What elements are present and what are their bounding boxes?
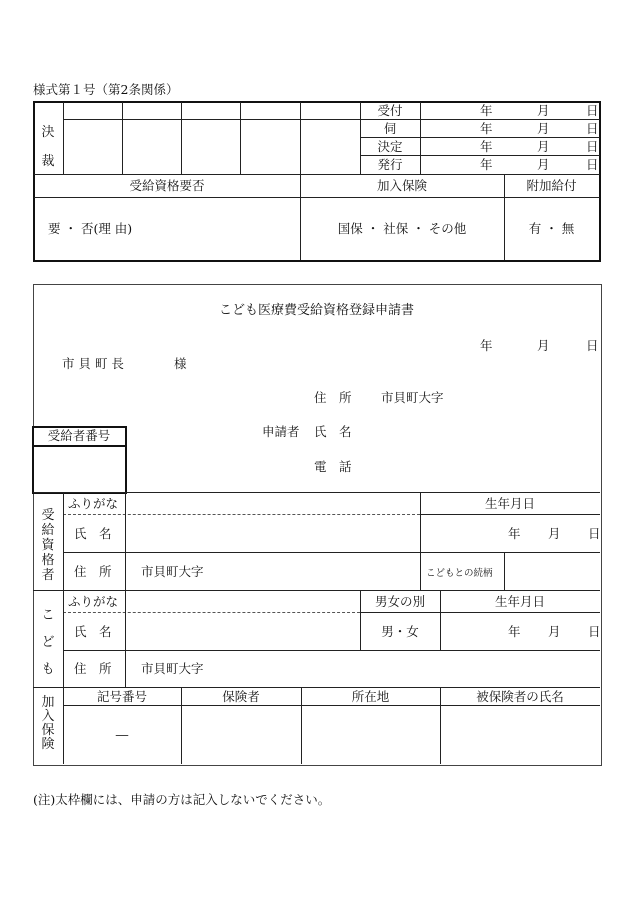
child-sex-value[interactable]: 男・女 bbox=[381, 624, 419, 639]
decision-year: 年 bbox=[480, 139, 493, 154]
applicant-name-label: 氏 名 bbox=[314, 424, 352, 439]
inquiry-year: 年 bbox=[480, 121, 493, 136]
qualified-birth-month: 月 bbox=[548, 526, 561, 541]
approval-label: 決裁 bbox=[41, 125, 55, 169]
received-day: 日 bbox=[586, 103, 599, 118]
issued-month: 月 bbox=[537, 157, 550, 172]
applicant-address-value[interactable]: 市貝町大字 bbox=[381, 390, 444, 405]
addressee: 市 貝 町 長 bbox=[62, 356, 124, 371]
insurance-type-header: 加入保険 bbox=[376, 178, 427, 193]
decision-day: 日 bbox=[586, 139, 599, 154]
recipient-number-label: 受給者番号 bbox=[47, 428, 111, 443]
qualified-name-label: 氏 名 bbox=[74, 526, 112, 541]
footnote: (注)太枠欄には、申請の方は記入しないでください。 bbox=[33, 792, 331, 807]
decision-month: 月 bbox=[537, 139, 550, 154]
relationship-label: こどもとの続柄 bbox=[426, 568, 493, 579]
child-address-value[interactable]: 市貝町大字 bbox=[141, 661, 204, 676]
child-birth-day: 日 bbox=[588, 624, 601, 639]
eligibility-header: 受給資格要否 bbox=[129, 178, 205, 193]
date-label-inquiry: 伺 bbox=[383, 121, 397, 136]
insurance-side-label: 加入保険 bbox=[41, 695, 55, 752]
insurance-header-symbol: 記号番号 bbox=[96, 689, 147, 704]
child-birth-month: 月 bbox=[548, 624, 561, 639]
qualified-birth-day: 日 bbox=[588, 526, 601, 541]
child-birth-year: 年 bbox=[508, 624, 521, 639]
honorific: 様 bbox=[174, 356, 187, 371]
child-name-label: 氏 名 bbox=[74, 624, 112, 639]
date-label-decision: 決定 bbox=[377, 139, 403, 154]
applicant-label: 申請者 bbox=[262, 424, 300, 439]
recipient-number-field[interactable] bbox=[34, 447, 125, 492]
insurance-symbol-dash: ― bbox=[115, 727, 129, 742]
form-title: こども医療費受給資格登録申請書 bbox=[218, 303, 414, 318]
qualified-address-value[interactable]: 市貝町大字 bbox=[141, 564, 204, 579]
received-month: 月 bbox=[537, 103, 550, 118]
application-month: 月 bbox=[537, 338, 550, 353]
application-day: 日 bbox=[586, 338, 599, 353]
issued-year: 年 bbox=[480, 157, 493, 172]
child-birth-label: 生年月日 bbox=[494, 594, 545, 609]
application-year: 年 bbox=[480, 338, 493, 353]
child-sex-label: 男女の別 bbox=[374, 594, 425, 609]
additional-benefit-header: 附加給付 bbox=[526, 178, 577, 193]
insurance-header-insurer: 保険者 bbox=[222, 689, 260, 704]
date-label-received: 受付 bbox=[377, 103, 403, 118]
insurance-header-location: 所在地 bbox=[351, 689, 390, 704]
qualified-person-side-label: 受給資格者 bbox=[41, 508, 55, 583]
qualified-birth-label: 生年月日 bbox=[484, 496, 535, 511]
qualified-furigana-label: ふりがな bbox=[68, 496, 119, 511]
qualified-birth-year: 年 bbox=[508, 526, 521, 541]
insurance-type-value: 国保 ・ 社保 ・ その他 bbox=[337, 221, 467, 236]
issued-day: 日 bbox=[586, 157, 599, 172]
inquiry-day: 日 bbox=[586, 121, 599, 136]
received-year: 年 bbox=[480, 103, 493, 118]
additional-benefit-value: 有 ・ 無 bbox=[528, 221, 575, 236]
date-label-issued: 発行 bbox=[377, 157, 403, 172]
applicant-phone-label: 電 話 bbox=[314, 459, 352, 474]
child-address-label: 住 所 bbox=[74, 661, 112, 676]
child-side-label: こども bbox=[41, 608, 55, 677]
qualified-address-label: 住 所 bbox=[74, 564, 112, 579]
child-furigana-label: ふりがな bbox=[68, 594, 119, 609]
form-number: 様式第１号（第2条関係） bbox=[33, 82, 179, 97]
inquiry-month: 月 bbox=[537, 121, 550, 136]
applicant-address-label: 住 所 bbox=[314, 390, 352, 405]
insurance-header-insured-name: 被保険者の氏名 bbox=[476, 689, 564, 704]
eligibility-value: 要 ・ 否(理 由) bbox=[48, 221, 133, 236]
